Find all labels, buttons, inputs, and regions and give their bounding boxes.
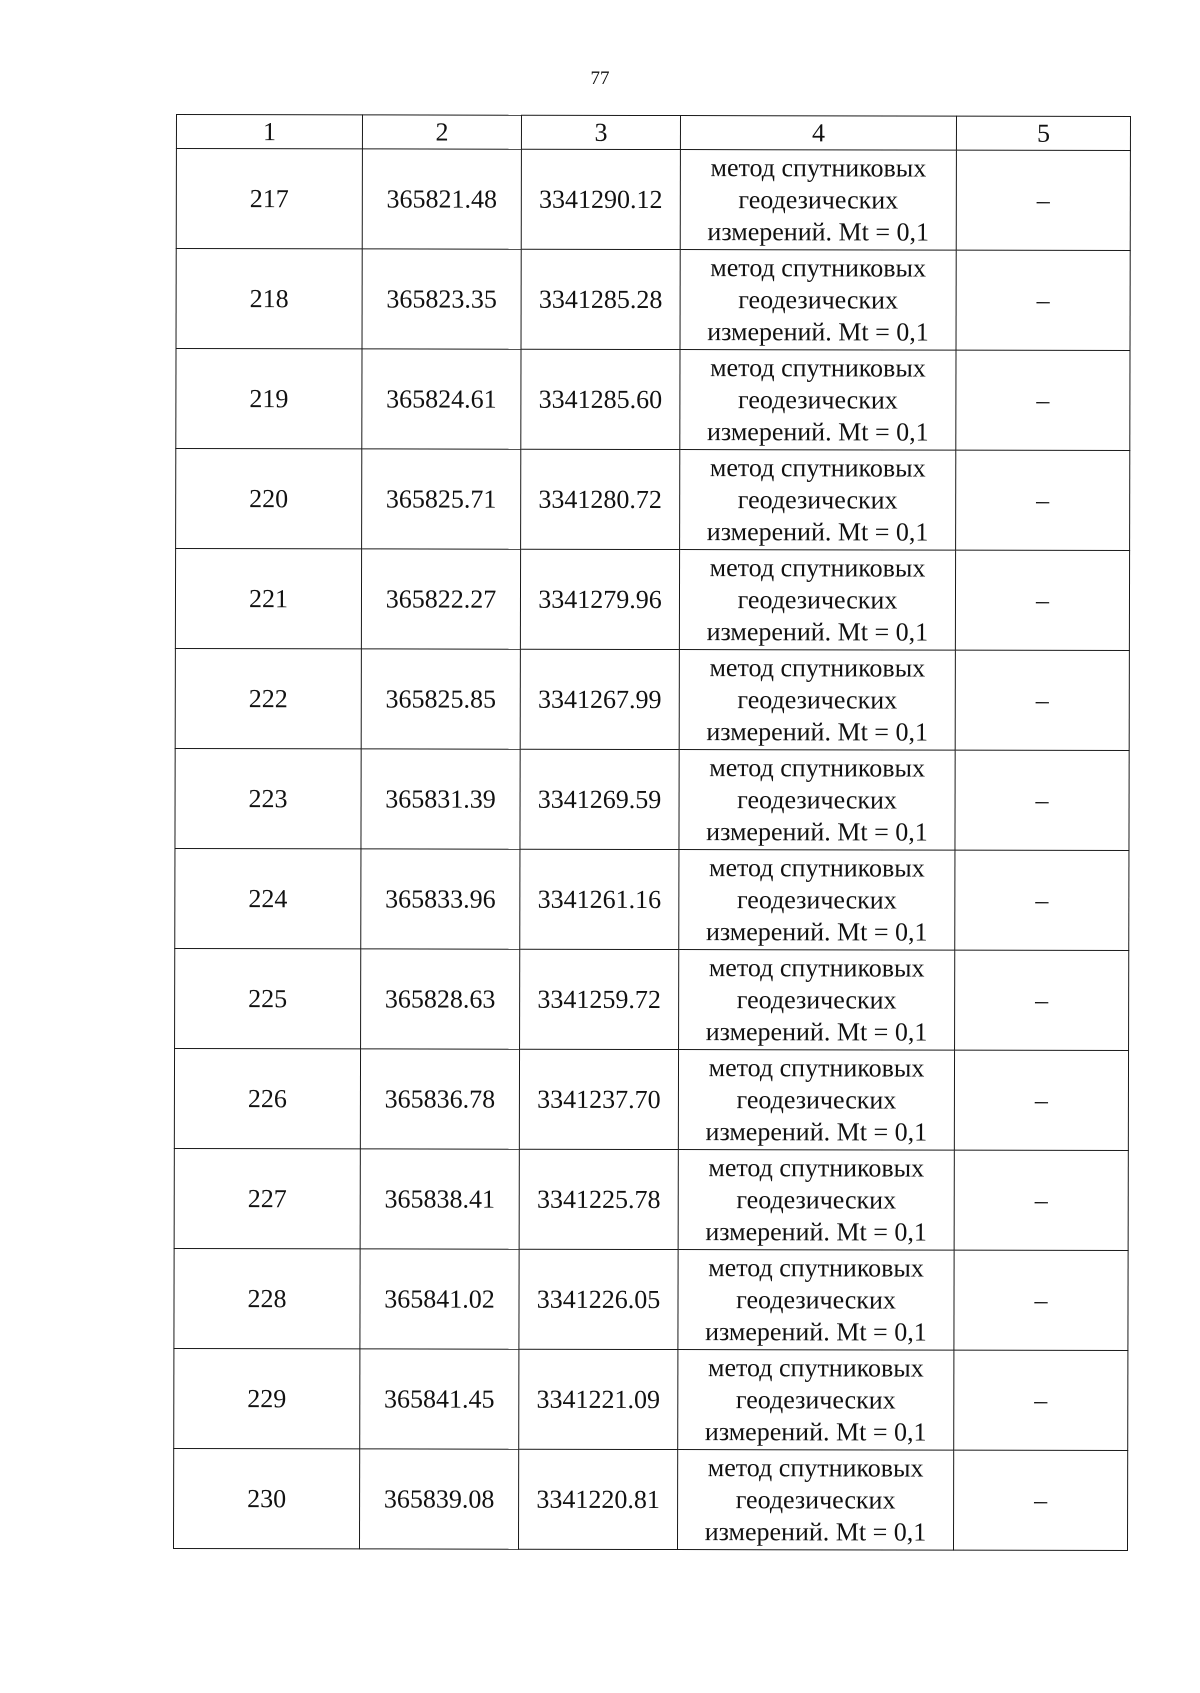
- method-line: геодезических: [737, 484, 898, 515]
- point-number-cell: 229: [174, 1348, 360, 1448]
- header-row: [176, 115, 1130, 151]
- coordinates-table: [173, 114, 1131, 1551]
- method-line: измерений. Mt = 0,1: [705, 1216, 927, 1247]
- method-line: измерений. Mt = 0,1: [706, 816, 928, 847]
- table-row: [175, 848, 1129, 950]
- x-coordinate-cell: 365828.63: [361, 949, 520, 1049]
- table-row: [176, 249, 1130, 351]
- table-row: [174, 1048, 1128, 1150]
- method-line: метод спутниковых: [708, 1052, 925, 1083]
- method-line: измерений. Mt = 0,1: [707, 216, 930, 247]
- y-coordinate-cell: 3341261.16: [520, 849, 679, 949]
- method-line: метод спутниковых: [710, 352, 926, 383]
- note-cell: –: [955, 650, 1129, 750]
- table-row: [174, 1148, 1128, 1250]
- y-coordinate-cell: 3341285.60: [521, 349, 680, 449]
- method-line: геодезических: [737, 684, 898, 715]
- method-line: геодезических: [738, 284, 899, 315]
- method-line: измерений. Mt = 0,1: [706, 516, 929, 547]
- method-line: измерений. Mt = 0,1: [706, 416, 929, 447]
- method-cell: [679, 950, 955, 1051]
- point-number-cell: 222: [175, 648, 361, 748]
- note-cell: –: [954, 1050, 1128, 1150]
- method-line: измерений. Mt = 0,1: [706, 616, 929, 647]
- method-line: геодезических: [736, 1184, 897, 1215]
- method-cell: [679, 550, 955, 651]
- method-cell: [680, 250, 956, 351]
- method-line: метод спутниковых: [709, 552, 926, 583]
- x-coordinate-cell: 365838.41: [360, 1149, 519, 1249]
- method-line: метод спутниковых: [708, 952, 925, 983]
- x-coordinate-cell: 365841.02: [360, 1249, 519, 1349]
- column-header: 1: [176, 115, 362, 149]
- method-line: измерений. Mt = 0,1: [705, 1116, 928, 1147]
- method-line: метод спутниковых: [708, 1252, 924, 1283]
- point-number-cell: 228: [174, 1248, 360, 1348]
- x-coordinate-cell: 365823.35: [362, 249, 521, 349]
- table-row: [176, 349, 1130, 451]
- column-header: 5: [956, 116, 1130, 150]
- method-line: измерений. Mt = 0,1: [705, 916, 928, 947]
- note-cell: –: [955, 750, 1129, 850]
- method-line: измерений. Mt = 0,1: [704, 1416, 927, 1447]
- method-line: метод спутниковых: [709, 652, 926, 683]
- table-row: [174, 1248, 1128, 1350]
- point-number-cell: 218: [176, 249, 362, 349]
- x-coordinate-cell: 365821.48: [362, 149, 521, 249]
- method-line: измерений. Mt = 0,1: [705, 1016, 928, 1047]
- y-coordinate-cell: 3341267.99: [520, 649, 679, 749]
- method-line: геодезических: [737, 584, 898, 615]
- note-cell: –: [956, 250, 1130, 350]
- y-coordinate-cell: 3341280.72: [521, 449, 680, 549]
- note-cell: –: [956, 150, 1130, 250]
- note-cell: –: [954, 1350, 1128, 1450]
- method-cell: [677, 1450, 953, 1551]
- y-coordinate-cell: 3341279.96: [520, 549, 679, 649]
- y-coordinate-cell: 3341221.09: [519, 1349, 678, 1449]
- point-number-cell: 217: [176, 149, 362, 249]
- x-coordinate-cell: 365833.96: [361, 849, 520, 949]
- x-coordinate-cell: 365831.39: [361, 749, 520, 849]
- method-line: метод спутниковых: [709, 452, 926, 483]
- column-header: 3: [521, 115, 680, 149]
- method-cell: [679, 650, 955, 751]
- note-cell: –: [955, 850, 1129, 950]
- table-header: [176, 115, 1130, 151]
- note-cell: –: [956, 350, 1130, 450]
- method-cell: [678, 1250, 954, 1351]
- method-line: метод спутниковых: [709, 852, 925, 883]
- table-row: [175, 648, 1129, 750]
- x-coordinate-cell: 365824.61: [362, 349, 521, 449]
- method-line: геодезических: [736, 1284, 896, 1315]
- method-cell: [680, 350, 956, 451]
- method-line: геодезических: [737, 784, 897, 815]
- y-coordinate-cell: 3341237.70: [519, 1049, 678, 1149]
- method-line: метод спутниковых: [710, 252, 927, 283]
- table-row: [176, 449, 1130, 551]
- y-coordinate-cell: 3341259.72: [520, 949, 679, 1049]
- method-cell: [678, 1050, 954, 1151]
- method-cell: [679, 750, 955, 851]
- page-number: 77: [590, 68, 610, 89]
- note-cell: –: [956, 450, 1130, 550]
- note-cell: –: [954, 1150, 1128, 1250]
- method-line: метод спутниковых: [708, 1152, 925, 1183]
- method-line: метод спутниковых: [707, 1452, 924, 1483]
- table-body: [173, 149, 1130, 1551]
- method-line: геодезических: [737, 384, 898, 415]
- x-coordinate-cell: 365825.85: [361, 649, 520, 749]
- note-cell: –: [955, 950, 1129, 1050]
- x-coordinate-cell: 365839.08: [359, 1449, 518, 1549]
- method-line: измерений. Mt = 0,1: [704, 1516, 927, 1547]
- y-coordinate-cell: 3341220.81: [518, 1449, 677, 1549]
- method-line: геодезических: [736, 1084, 897, 1115]
- point-number-cell: 224: [175, 848, 361, 948]
- x-coordinate-cell: 365836.78: [360, 1049, 519, 1149]
- y-coordinate-cell: 3341290.12: [521, 149, 680, 249]
- x-coordinate-cell: 365825.71: [362, 449, 521, 549]
- table-row: [174, 1348, 1128, 1450]
- method-line: геодезических: [736, 884, 897, 915]
- method-line: геодезических: [738, 184, 899, 215]
- method-cell: [679, 850, 955, 951]
- method-line: геодезических: [735, 1384, 896, 1415]
- point-number-cell: 227: [174, 1148, 360, 1248]
- table-row: [175, 549, 1129, 651]
- y-coordinate-cell: 3341285.28: [521, 249, 680, 349]
- note-cell: –: [954, 1250, 1128, 1350]
- point-number-cell: 220: [176, 449, 362, 549]
- method-line: геодезических: [736, 984, 897, 1015]
- point-number-cell: 221: [175, 549, 361, 649]
- x-coordinate-cell: 365841.45: [360, 1349, 519, 1449]
- point-number-cell: 226: [174, 1048, 360, 1148]
- method-cell: [678, 1350, 954, 1451]
- y-coordinate-cell: 3341269.59: [520, 749, 679, 849]
- point-number-cell: 223: [175, 748, 361, 848]
- method-line: измерений. Mt = 0,1: [707, 316, 929, 347]
- column-header: 4: [680, 116, 956, 151]
- table-row: [173, 1448, 1127, 1550]
- point-number-cell: 230: [173, 1448, 359, 1548]
- column-header: 2: [362, 115, 521, 149]
- method-line: геодезических: [735, 1484, 896, 1515]
- method-cell: [678, 1150, 954, 1251]
- point-number-cell: 219: [176, 349, 362, 449]
- note-cell: –: [955, 550, 1129, 650]
- y-coordinate-cell: 3341225.78: [519, 1149, 678, 1249]
- method-line: измерений. Mt = 0,1: [705, 1316, 927, 1347]
- note-cell: –: [953, 1450, 1127, 1550]
- table-row: [176, 149, 1130, 251]
- method-line: измерений. Mt = 0,1: [706, 716, 929, 747]
- table-row: [175, 948, 1129, 1050]
- y-coordinate-cell: 3341226.05: [519, 1249, 678, 1349]
- method-line: метод спутниковых: [710, 152, 927, 183]
- point-number-cell: 225: [175, 948, 361, 1048]
- table-row: [175, 748, 1129, 850]
- method-line: метод спутниковых: [709, 752, 926, 783]
- method-cell: [680, 450, 956, 551]
- method-line: метод спутниковых: [707, 1352, 924, 1383]
- x-coordinate-cell: 365822.27: [361, 549, 520, 649]
- method-cell: [680, 150, 956, 251]
